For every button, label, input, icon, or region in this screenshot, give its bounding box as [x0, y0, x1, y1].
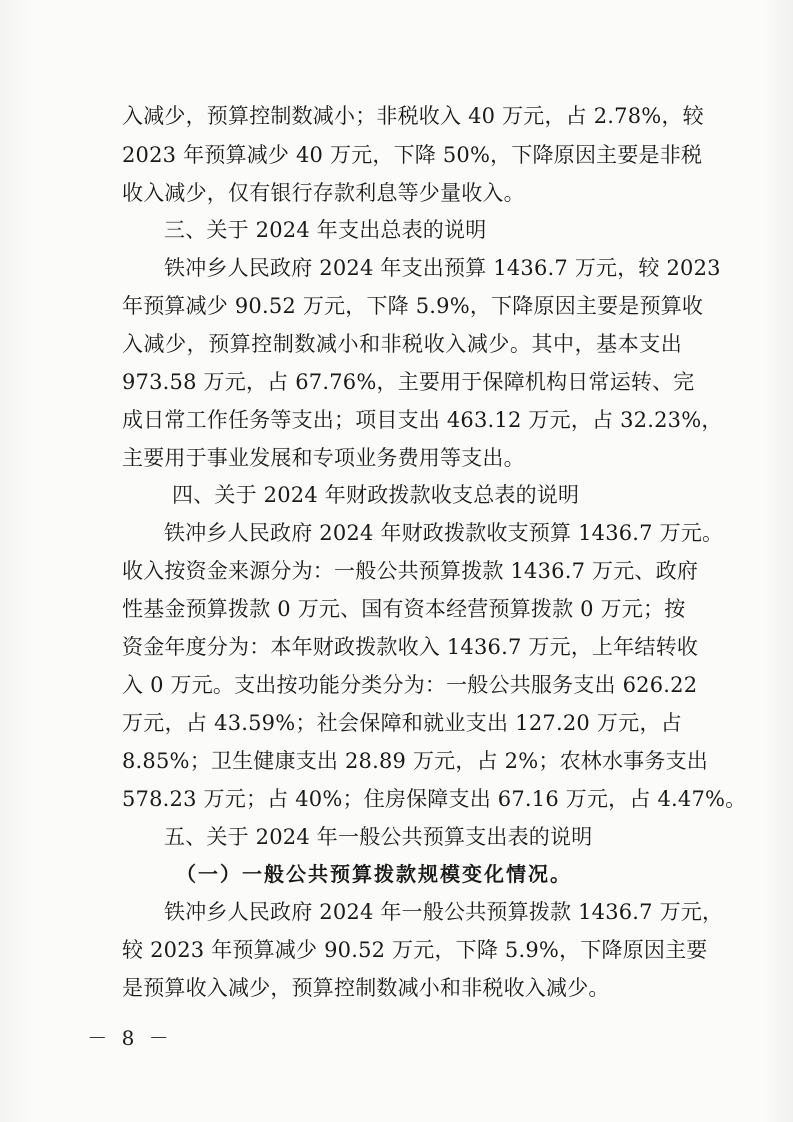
page-number: － 8 －: [87, 1026, 173, 1050]
paragraph-line: 较 2023 年预算减少 90.52 万元，下降 5.9%，下降原因主要: [122, 938, 708, 962]
paragraph-line: 8.85%；卫生健康支出 28.89 万元，占 2%；农林水事务支出: [122, 749, 708, 773]
paragraph-line: 铁冲乡人民政府 2024 年支出预算 1436.7 万元，较 2023: [164, 256, 721, 280]
paragraph-line: 入减少，预算控制数减小；非税收入 40 万元，占 2.78%，较: [122, 104, 704, 128]
section-heading-4: 四、关于 2024 年财政拨款收支总表的说明: [172, 483, 580, 507]
paragraph-line: 入 0 万元。支出按功能分类分为：一般公共服务支出 626.22: [122, 673, 698, 697]
paragraph-line: 是预算收入减少，预算控制数减小和非税收入减少。: [122, 976, 610, 1000]
section-heading-3: 三、关于 2024 年支出总表的说明: [164, 218, 487, 242]
paragraph-line: 万元，占 43.59%；社会保障和就业支出 127.20 万元，占: [122, 711, 682, 735]
section-heading-5: 五、关于 2024 年一般公共预算支出表的说明: [164, 825, 593, 849]
paragraph-line: 收入减少，仅有银行存款利息等少量收入。: [122, 181, 525, 205]
paragraph-line: 主要用于事业发展和专项业务费用等支出。: [122, 446, 525, 470]
paragraph-line: 性基金预算拨款 0 万元、国有资本经营预算拨款 0 万元；按: [122, 597, 686, 621]
paragraph-line: 578.23 万元；占 40%；住房保障支出 67.16 万元，占 4.47%。: [122, 787, 747, 811]
paragraph-line: 973.58 万元，占 67.76%，主要用于保障机构日常运转、完: [122, 370, 695, 394]
paragraph-line: 铁冲乡人民政府 2024 年财政拨款收支预算 1436.7 万元。: [164, 521, 724, 545]
subsection-heading: （一）一般公共预算拨款规模变化情况。: [176, 862, 572, 886]
paragraph-line: 铁冲乡人民政府 2024 年一般公共预算拨款 1436.7 万元，: [164, 900, 724, 924]
paragraph-line: 资金年度分为：本年财政拨款收入 1436.7 万元，上年结转收: [122, 635, 699, 659]
paragraph-line: 收入按资金来源分为：一般公共预算拨款 1436.7 万元、政府: [122, 559, 699, 583]
paragraph-line: 入减少，预算控制数减小和非税收入减少。其中，基本支出: [122, 332, 682, 356]
paragraph-line: 年预算减少 90.52 万元，下降 5.9%，下降原因主要是预算收: [122, 294, 704, 318]
paragraph-line: 成日常工作任务等支出；项目支出 463.12 万元，占 32.23%，: [122, 408, 723, 432]
paragraph-line: 2023 年预算减少 40 万元，下降 50%，下降原因主要是非税: [122, 143, 703, 167]
